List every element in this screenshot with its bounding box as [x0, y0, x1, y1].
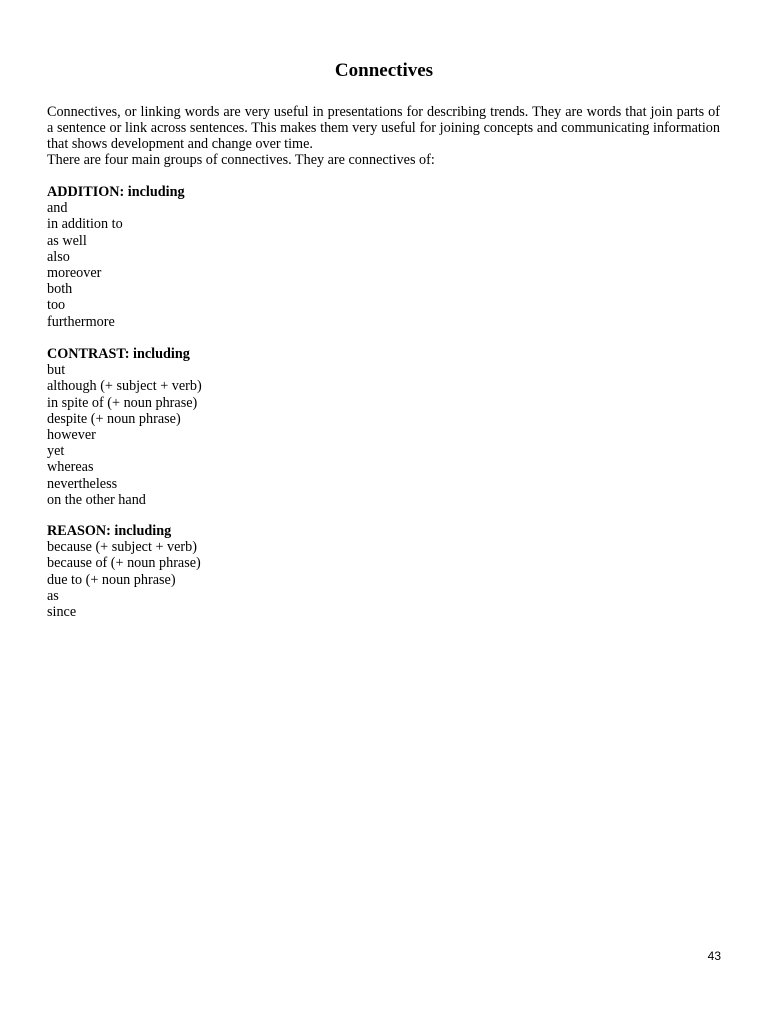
section-heading: CONTRAST: including	[47, 346, 190, 362]
section-heading: ADDITION: including	[47, 184, 185, 200]
list-item: in addition to	[47, 216, 123, 233]
list-item: too	[47, 297, 66, 314]
list-item: despite (+ noun phrase)	[47, 410, 181, 427]
list-item: whereas	[47, 459, 94, 476]
list-item: due to (+ noun phrase)	[47, 571, 176, 588]
list-item: nevertheless	[47, 475, 118, 492]
intro-paragraph: Connectives, or linking words are very useful in presentations for describing trends. They are words that join parts of a sentence or link across sentences. This makes them very useful for joining concepts and communicating information that shows development and change over time.	[47, 104, 720, 152]
list-item: as	[47, 587, 59, 604]
list-item: because (+ subject + verb)	[47, 539, 197, 556]
page-title: Connectives	[334, 60, 434, 81]
list-item: as well	[47, 232, 87, 249]
list-item: also	[47, 248, 70, 265]
connective-list	[47, 200, 720, 330]
intro-text	[47, 104, 720, 168]
contrast-section	[47, 346, 720, 508]
list-item: furthermore	[47, 313, 115, 330]
connective-list	[47, 362, 720, 508]
section-heading: REASON: including	[47, 523, 172, 539]
list-item: in spite of (+ noun phrase)	[47, 394, 198, 411]
list-item: but	[47, 362, 66, 379]
list-item: and	[47, 200, 68, 217]
addition-section	[47, 184, 720, 330]
intro-paragraph: There are four main groups of connectives. They are connectives of:	[47, 152, 435, 168]
list-item: both	[47, 281, 73, 298]
list-item: although (+ subject + verb)	[47, 378, 202, 395]
list-item: on the other hand	[47, 491, 146, 508]
connective-list	[47, 539, 720, 620]
list-item: yet	[47, 443, 65, 460]
page-number: 43	[707, 949, 721, 963]
list-item: moreover	[47, 265, 102, 282]
list-item: because of (+ noun phrase)	[47, 555, 201, 572]
list-item: since	[47, 604, 77, 621]
reason-section	[47, 523, 720, 620]
list-item: however	[47, 427, 96, 444]
